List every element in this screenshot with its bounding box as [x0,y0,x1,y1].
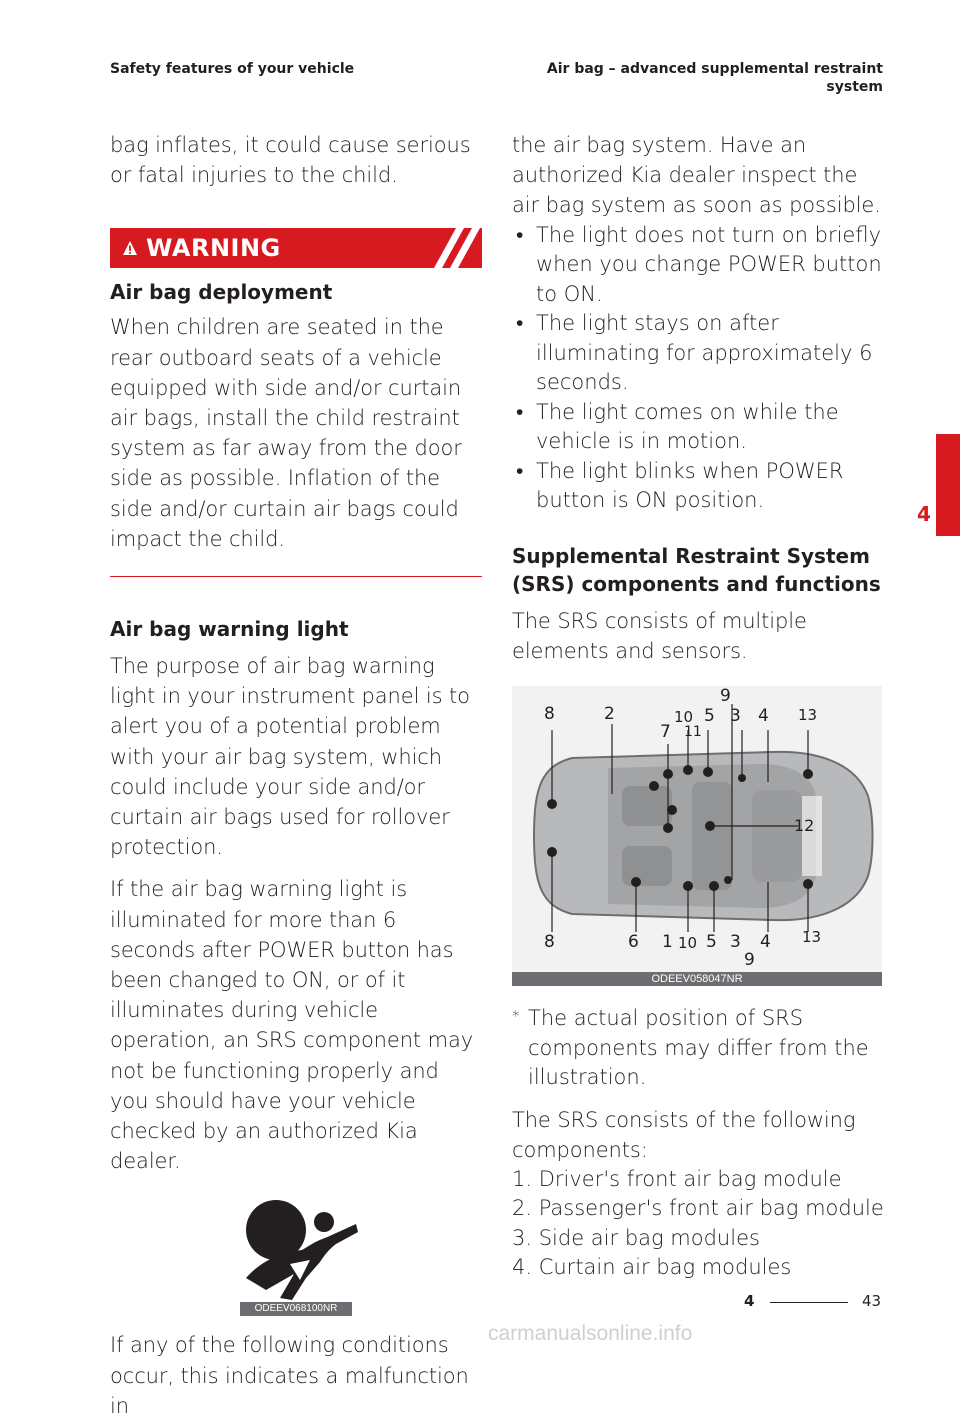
running-header-right-line1: Air bag – advanced supplemental restraint [546,61,883,77]
list-item: 4. Curtain air bag modules [512,1255,792,1280]
warning-triangle-icon [122,240,138,256]
callout-label: 5 [706,932,717,953]
footer-rule [770,1302,848,1303]
warning-banner [110,228,482,268]
running-header-left: Safety features of your vehicle [110,61,355,77]
callout-label: 2 [604,704,615,725]
list-item: 3. Side air bag modules [512,1225,760,1250]
airbag-warning-light-icon [240,1200,352,1316]
running-header-right-line2: system [826,79,883,95]
callout-label: 12 [794,816,815,836]
components-list [512,1165,884,1283]
warning-text: When children are seated in the rear outboard seats of a vehicle equipped with side and/or curtain air bags, install the child restraint system as far away from the door side as possible. Inflation of the side and/or curtain air bags could impact the child. [110,315,462,551]
left-column [110,130,482,1421]
callout-label: 6 [628,932,639,953]
list-item: 1. Driver's front air bag module [512,1166,842,1191]
callout-label: 7 [660,722,671,743]
callout-label: 10 [674,708,694,727]
icon-figure-code: ODEEV068100NR [240,1302,352,1316]
list-item: 2. Passenger's front air bag module [512,1196,884,1221]
section-title-warning-light: Air bag warning light [110,617,349,642]
srs-components-figure [512,686,882,986]
continued-paragraph-right: the air bag system. Have an authorized Kia dealer inspect the air bag system as soon as possible. [512,133,881,218]
srs-intro: The SRS consists of multiple elements and sensors. [512,608,807,663]
warning-title: Air bag deployment [110,280,333,305]
watermark: carmanualsonline.info [488,1322,693,1345]
warning-stripes [432,228,482,268]
components-intro: The SRS consists of the following components: [512,1107,856,1162]
running-header-right [543,60,883,96]
section-title-srs: Supplemental Restraint System (SRS) components and functions [512,543,881,596]
airbag-warning-figure [240,1200,352,1316]
warning-label: WARNING [146,234,281,263]
callout-label: 9 [744,950,755,971]
callout-label: 9 [720,686,731,707]
callout-label: 8 [544,704,555,725]
list-item: • The light blinks when POWER button is ON position. [512,457,884,516]
warning-light-condition: If the air bag warning light is illuminated for more than 6 seconds after POWER button has been changed to ON, or of it illuminates during vehicle operation, an SRS component may not be functioning properly and you should have your vehicle checked by an authorized Kia dealer. [110,877,474,1174]
warning-light-purpose: The purpose of air bag warning light in your instrument panel is to alert you of a potential problem with your air bag system, which could include your side and/or curtain air bags used for rollover protection. [110,654,470,860]
callout-label: 8 [544,932,555,953]
malfunction-intro: If any of the following conditions occur, this indicates a malfunction in [110,1333,469,1418]
note-text: The actual position of SRS components may differ from the illustration. [528,1006,869,1090]
figure-code: ODEEV058047NR [512,972,882,986]
callout-label: 4 [758,706,769,727]
list-item: • The light does not turn on briefly when you change POWER button to ON. [512,221,884,310]
footer-page-number: 43 [862,1292,882,1310]
callout-label: 13 [798,706,818,725]
note-asterisk: * [512,1007,520,1026]
right-column [512,130,884,1283]
figure-note [512,1004,884,1093]
callout-label: 5 [704,706,715,727]
chapter-tab-number: 4 [917,502,931,526]
list-item: • The light stays on after illuminating for approximately 6 seconds. [512,309,884,398]
warning-end-rule [110,576,482,577]
callout-label: 3 [730,706,741,727]
callout-label: 1 [662,932,673,953]
callout-label: 10 [678,934,698,953]
callout-label: 3 [730,932,741,953]
list-item: • The light comes on while the vehicle is in motion. [512,398,884,457]
callout-label: 13 [802,928,822,947]
footer-chapter-number: 4 [744,1292,755,1310]
malfunction-list [512,221,884,516]
continued-paragraph: bag inflates, it could cause serious or fatal injuries to the child. [110,133,471,188]
callout-label: 4 [760,932,771,953]
chapter-tab [936,434,960,536]
callout-label: 11 [684,724,702,741]
